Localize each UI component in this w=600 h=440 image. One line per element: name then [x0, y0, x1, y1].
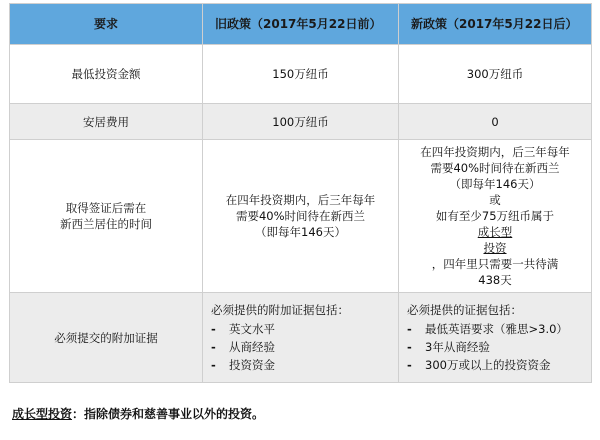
growth-investment-term: 成长型	[477, 225, 513, 239]
new-residence-alt-mid: ，四年里只需要一共待满	[431, 257, 559, 271]
row-label-settlement-fee: 安居费用	[10, 104, 203, 140]
row-settlement-fee	[10, 104, 592, 140]
header-requirement: 要求	[10, 4, 203, 45]
header-new-policy: 新政策（2017年5月22日后）	[399, 4, 592, 45]
new-evidence-lead: 必须提供的证据包括：	[407, 302, 522, 317]
old-minimum-investment: 150万纽币	[203, 45, 399, 104]
header-old-policy: 旧政策（2017年5月22日前）	[203, 4, 399, 45]
new-residence-alt-pre: 如有至少75万纽币属于	[435, 209, 555, 223]
growth-investment-term-2: 投资	[483, 241, 507, 255]
old-residence-line: 在四年投资期内，后三年每年	[225, 193, 376, 207]
old-evidence-lead: 必须提供的附加证据包括：	[211, 302, 349, 317]
new-residence-line: 需要40%时间待在新西兰	[430, 161, 560, 175]
dash-bullet-icon: -	[211, 321, 216, 336]
dash-bullet-icon: -	[211, 339, 216, 354]
new-evidence-item: 最低英语要求（雅思>3.0）	[425, 321, 568, 336]
list-item	[407, 356, 583, 374]
old-evidence-list	[211, 320, 390, 374]
new-residence-alt-line-2	[432, 240, 559, 272]
row-minimum-investment	[10, 45, 592, 104]
old-evidence-item: 英文水平	[229, 321, 275, 336]
new-residence-time	[399, 140, 592, 293]
old-settlement-fee: 100万纽币	[203, 104, 399, 140]
list-item	[211, 338, 390, 356]
old-residence-line: （即每年146天）	[255, 225, 346, 239]
old-evidence-item: 从商经验	[229, 339, 275, 354]
footnote-text: ：指除债券和慈善事业以外的投资。	[72, 407, 265, 421]
new-residence-or: 或	[489, 193, 501, 207]
table-header-row	[10, 4, 592, 45]
row-residence-time	[10, 140, 592, 293]
list-item	[407, 338, 583, 356]
new-residence-line: （即每年146天）	[449, 177, 541, 191]
policy-comparison-table	[9, 3, 592, 383]
dash-bullet-icon: -	[211, 357, 216, 372]
old-evidence-item: 投资资金	[229, 357, 275, 372]
list-item	[211, 356, 390, 374]
new-additional-evidence	[399, 293, 592, 383]
row-additional-evidence	[10, 293, 592, 383]
footnote	[12, 405, 264, 422]
old-residence-line: 需要40%时间待在新西兰	[235, 209, 366, 223]
new-evidence-item: 3年从商经验	[425, 339, 490, 354]
row-label-minimum-investment: 最低投资金额	[10, 45, 203, 104]
row-label-additional-evidence: 必须提交的附加证据	[10, 293, 203, 383]
dash-bullet-icon: -	[407, 357, 412, 372]
list-item	[407, 320, 583, 338]
new-residence-alt-line-1	[436, 208, 554, 240]
new-minimum-investment: 300万纽币	[399, 45, 592, 104]
new-residence-line: 在四年投资期内，后三年每年	[420, 145, 570, 159]
new-residence-alt-end: 438天	[478, 273, 512, 287]
list-item	[211, 320, 390, 338]
dash-bullet-icon: -	[407, 321, 412, 336]
dash-bullet-icon: -	[407, 339, 412, 354]
new-evidence-item: 300万或以上的投资资金	[425, 357, 551, 372]
row-label-residence-time	[10, 140, 203, 293]
new-evidence-list	[407, 320, 583, 374]
residence-label-line: 新西兰居住的时间	[60, 217, 152, 231]
residence-label-line: 取得签证后需在	[65, 201, 147, 215]
new-settlement-fee: 0	[399, 104, 592, 140]
footnote-term: 成长型投资	[12, 407, 73, 421]
old-additional-evidence	[203, 293, 399, 383]
old-residence-time	[203, 140, 399, 293]
